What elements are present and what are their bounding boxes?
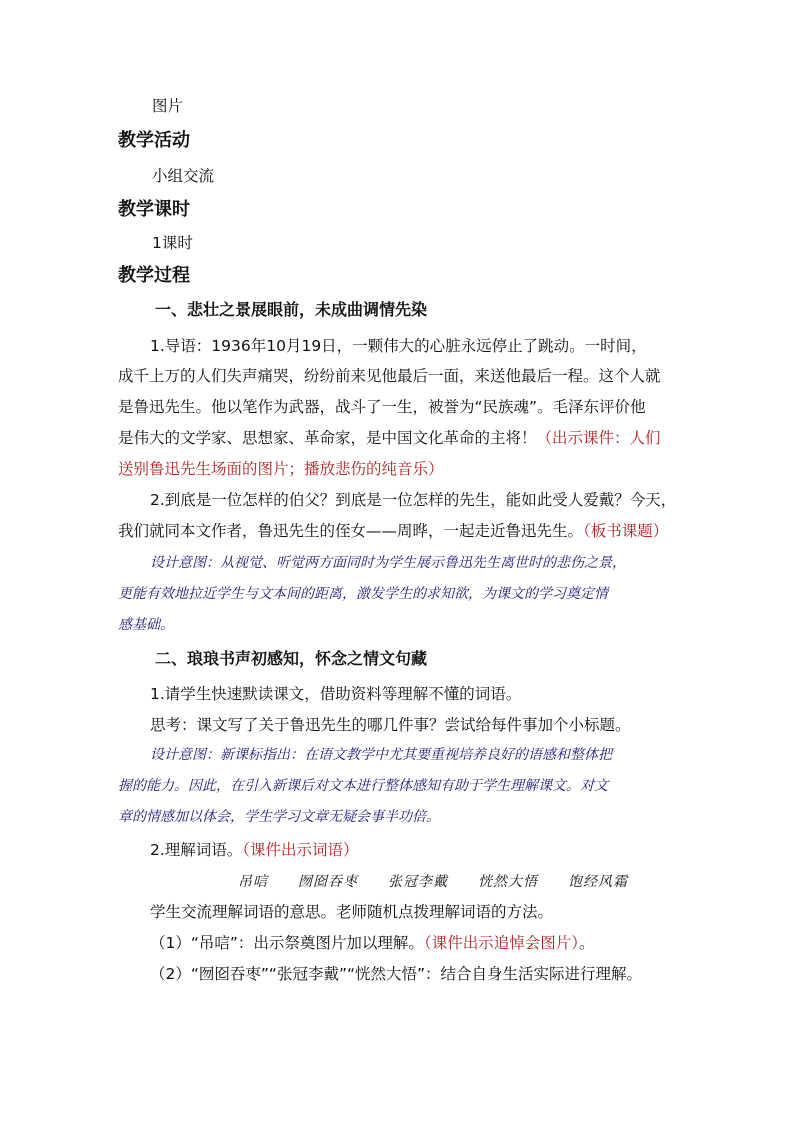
paragraph-line (118, 521, 686, 541)
highlight-text: （课件出示追悼会图片） (423, 934, 579, 952)
paragraph-line (118, 428, 686, 448)
text-run: 1.请学生快速默读课文，借助资料等理解不懂的词语。 (150, 685, 522, 703)
text-run: 教学课时 (118, 199, 190, 220)
sub-heading (155, 649, 686, 669)
text-run: 是鲁迅先生。他以笔作为武器，战斗了一生，被誉为“民族魂”。毛泽东评价他 (118, 398, 646, 416)
text-run: 教学活动 (118, 130, 190, 151)
text-run: 吊唁 囫囵吞枣 张冠李戴 恍然大悟 饱经风霜 (238, 874, 628, 890)
paragraph-line (152, 166, 686, 186)
section-heading (118, 130, 686, 152)
text-run: 小组交流 (152, 167, 215, 185)
text-run: 1课时 (152, 234, 193, 252)
design-note-line (150, 554, 686, 572)
highlight-text: 送别鲁迅先生场面的图片；播放悲伤的纯音乐） (118, 460, 444, 478)
text-run: 感基础。 (118, 617, 174, 633)
highlight-text: （出示课件：人们 (536, 429, 661, 447)
paragraph-line (152, 233, 686, 253)
design-note-line (118, 585, 686, 603)
paragraph-line (150, 684, 686, 704)
paragraph-line (118, 459, 686, 479)
paragraph-line (118, 397, 686, 417)
text-run: 设计意图：从视觉、听觉两方面同时为学生展示鲁迅先生离世时的悲伤之景， (150, 555, 626, 571)
section-heading (118, 265, 686, 287)
design-note-line (118, 808, 686, 826)
text-run: 握的能力。因此，在引入新课后对文本进行整体感知有助于学生理解课文。对文 (118, 778, 608, 794)
highlight-text: （板书课题） (583, 522, 669, 540)
text-run: 成千上万的人们失声痛哭，纷纷前来见他最后一面，来送他最后一程。这个人就 (118, 367, 661, 385)
text-run: 2.到底是一位怎样的伯父？到底是一位怎样的先生，能如此受人爱戴？今天， (150, 491, 677, 509)
text-run: 更能有效地拉近学生与文本间的距离，激发学生的求知欲，为课文的学习奠定情 (118, 586, 608, 602)
text-run: （2）“囫囵吞枣”“张冠李戴”“恍然大悟”：结合自身生活实际进行理解。 (150, 965, 643, 983)
text-run: 二、琅琅书声初感知，怀念之情文句藏 (155, 649, 428, 668)
sub-heading (155, 300, 686, 320)
text-run: 一、悲壮之景展眼前，未成曲调情先染 (155, 300, 428, 319)
design-note-line (118, 616, 686, 634)
text-run: 图片 (152, 97, 184, 115)
paragraph-line (150, 336, 686, 356)
text-run: 设计意图：新课标指出：在语文教学中尤其要重视培养良好的语感和整体把 (150, 747, 612, 763)
paragraph-line (150, 715, 686, 735)
text-run: 我们就同本文作者，鲁迅先生的侄女——周晔，一起走近鲁迅先生。 (118, 522, 584, 540)
text-run: 是伟大的文学家、思想家、革命家，是中国文化革命的主将！ (118, 429, 537, 447)
paragraph-line (152, 96, 686, 116)
text-run: 学生交流理解词语的意思。老师随机点拨理解词语的方法。 (150, 903, 554, 921)
text-run: 教学过程 (118, 265, 190, 286)
design-note-line (150, 746, 686, 764)
text-run: 章的情感加以体会，学生学习文章无疑会事半功倍。 (118, 809, 440, 825)
text-run: 2.理解词语。 (150, 841, 243, 859)
text-run: 1.导语：1936年10月19日，一颗伟大的心脏永远停止了跳动。一时间， (150, 337, 647, 355)
vocabulary-line (238, 871, 686, 891)
text-run: 思考：课文写了关于鲁迅先生的哪几件事？尝试给每件事加个小标题。 (150, 716, 631, 734)
section-heading (118, 199, 686, 221)
paragraph-line (150, 490, 686, 510)
paragraph-line (150, 964, 686, 984)
paragraph-line (150, 840, 686, 860)
design-note-line (118, 777, 686, 795)
paragraph-line (118, 366, 686, 386)
text-run: （1）“吊唁”：出示祭奠图片加以理解。 (150, 934, 424, 952)
paragraph-line (150, 933, 686, 953)
highlight-text: （课件出示词语） (242, 841, 359, 859)
paragraph-line (150, 902, 686, 922)
text-run: 。 (578, 934, 595, 952)
